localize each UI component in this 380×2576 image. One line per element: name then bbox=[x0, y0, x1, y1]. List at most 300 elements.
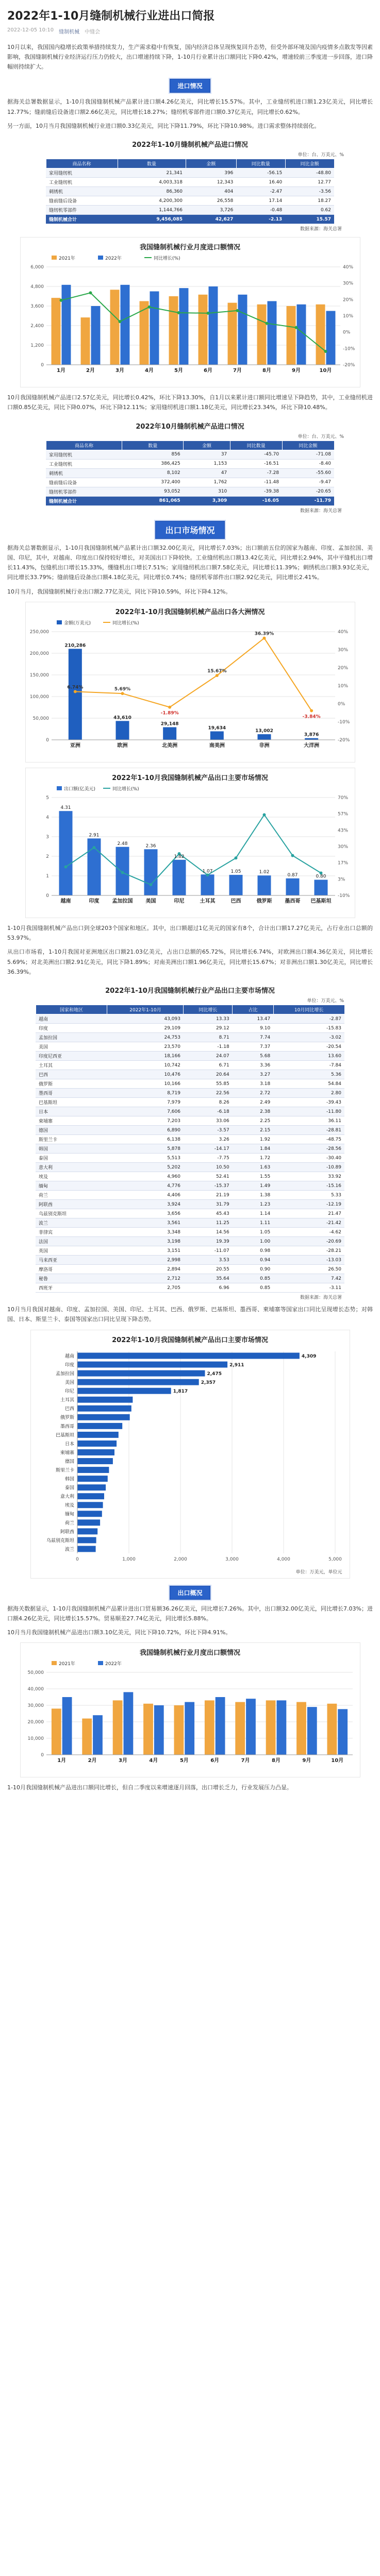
y-tick-label: 波兰 bbox=[64, 1547, 74, 1552]
table-cell: 埃及 bbox=[36, 1172, 107, 1181]
data-label: 1.07 bbox=[202, 869, 213, 874]
section-exports-label: 出口市场情况 bbox=[155, 521, 224, 539]
table-cell: -3.02 bbox=[273, 1033, 344, 1042]
bar bbox=[115, 721, 129, 740]
bar bbox=[68, 649, 81, 740]
table-cell: -39.43 bbox=[273, 1098, 344, 1107]
y2-tick-label: 30% bbox=[337, 647, 348, 653]
x-tick-label: 3月 bbox=[118, 1758, 127, 1764]
bar bbox=[267, 301, 276, 365]
table-cell: 35.64 bbox=[184, 1274, 233, 1283]
x-tick-label: 1,000 bbox=[122, 1556, 136, 1562]
table-cell: 3,924 bbox=[107, 1200, 184, 1209]
table-cell: 马来西亚 bbox=[36, 1256, 107, 1265]
y-tick-label: 40,000 bbox=[27, 1687, 44, 1692]
table-cell: -71.08 bbox=[282, 450, 334, 459]
x-tick-label: 5月 bbox=[174, 368, 183, 374]
growth-point bbox=[89, 291, 92, 294]
table-cell: -3.57 bbox=[184, 1126, 233, 1135]
table-cell: 10.50 bbox=[184, 1163, 233, 1172]
data-label: 3,876 bbox=[304, 732, 319, 738]
column-header: 2022年1-10月 bbox=[107, 1005, 184, 1014]
table-cell: -2.13 bbox=[236, 215, 285, 224]
table-cell: -28.81 bbox=[273, 1126, 344, 1135]
table-cell: 0.85 bbox=[233, 1274, 273, 1283]
bar bbox=[77, 1422, 122, 1429]
growth-label: 15.67% bbox=[207, 668, 227, 674]
table-cell: 5,513 bbox=[107, 1154, 184, 1163]
table-cell: -2.47 bbox=[236, 187, 285, 196]
bar bbox=[314, 879, 327, 895]
table-row bbox=[46, 478, 334, 487]
growth-point bbox=[265, 322, 268, 325]
table-cell: 3,348 bbox=[107, 1228, 184, 1237]
table-cell: 5,878 bbox=[107, 1144, 184, 1154]
table-cell: 1.05 bbox=[233, 1228, 273, 1237]
growth-point bbox=[262, 813, 266, 816]
table-cell: -15.83 bbox=[273, 1024, 344, 1033]
table-row bbox=[36, 1024, 344, 1033]
x-tick-label: 北美洲 bbox=[161, 742, 177, 749]
legend-label: 2022年 bbox=[105, 256, 122, 262]
bar bbox=[77, 1528, 97, 1534]
bar bbox=[77, 1476, 108, 1482]
growth-point bbox=[324, 350, 327, 353]
table-row bbox=[36, 1079, 344, 1089]
table-cell: 缝制机械合计 bbox=[46, 215, 118, 224]
y-tick-label: 印尼 bbox=[64, 1388, 74, 1394]
growth-point bbox=[147, 306, 151, 309]
y2-tick-label: -20% bbox=[337, 737, 350, 743]
section-exports bbox=[7, 521, 373, 539]
table-cell: 缝纫机零部件 bbox=[46, 487, 122, 496]
table-cell: 缝制机械合计 bbox=[46, 496, 122, 505]
y-tick-label: 0 bbox=[45, 893, 49, 899]
y2-tick-label: 10% bbox=[342, 314, 353, 319]
bar bbox=[316, 304, 325, 365]
data-label: 2,911 bbox=[229, 1362, 244, 1368]
table-cell: 13.60 bbox=[273, 1052, 344, 1061]
chart3-svg bbox=[26, 782, 356, 916]
legend-label: 同比增长(%) bbox=[153, 256, 180, 262]
table-header-row bbox=[46, 440, 334, 450]
industry-paragraph-3: 1-10月我国缝制机械产品进出口额同比增长，但自二季度以来增速逐月回落，出口增长乏力，行业发展压力凸显。 bbox=[7, 1784, 292, 1791]
table2-unit: 单位：台、万美元、% bbox=[298, 434, 344, 439]
table2-title: 2022年10月缝制机械产品进口情况 bbox=[136, 422, 244, 431]
legend-label: 出口额(亿美元) bbox=[63, 786, 95, 792]
table-cell: 刺绣机 bbox=[46, 468, 122, 478]
bar bbox=[59, 811, 72, 895]
bar bbox=[208, 286, 218, 365]
table-cell: 386,425 bbox=[122, 459, 184, 468]
column-header: 数量 bbox=[122, 440, 184, 450]
y-tick-label: 5 bbox=[45, 795, 49, 801]
table-cell: 波兰 bbox=[36, 1218, 107, 1228]
table-cell: -9.47 bbox=[282, 478, 334, 487]
table-cell: -20.69 bbox=[273, 1237, 344, 1246]
table-cell: -16.51 bbox=[230, 459, 282, 468]
table-row bbox=[46, 487, 334, 496]
table-cell: 10,742 bbox=[107, 1061, 184, 1070]
table-row bbox=[36, 1098, 344, 1107]
bar bbox=[77, 1449, 114, 1455]
growth-point bbox=[92, 846, 95, 849]
bar bbox=[82, 1719, 92, 1755]
table-cell: 3,309 bbox=[184, 496, 230, 505]
table-cell: 英国 bbox=[36, 1246, 107, 1256]
data-label: 19,634 bbox=[207, 725, 226, 731]
table-cell: 8.26 bbox=[184, 1098, 233, 1107]
table-cell: 西班牙 bbox=[36, 1283, 107, 1293]
table3-unit: 单位：万美元、% bbox=[307, 998, 344, 1004]
bar bbox=[77, 1458, 113, 1464]
legend-swatch bbox=[57, 786, 62, 790]
x-tick-label: 非洲 bbox=[259, 742, 269, 749]
market-paragraph-3: 10月当月我国对越南、印度、孟加拉国、美国、印尼、土耳其、巴西、俄罗斯、巴基斯坦、墨西哥、柬埔寨等国家出口同比呈现增长态势；对韩国、日本、斯里兰卡、泰国等国家出口同比呈现下降态势。 bbox=[7, 1306, 373, 1323]
table-cell: 墨西哥 bbox=[36, 1089, 107, 1098]
bar bbox=[77, 1493, 104, 1499]
bar bbox=[93, 1716, 103, 1755]
table-cell: 3.53 bbox=[184, 1256, 233, 1265]
table-cell: 3.26 bbox=[184, 1135, 233, 1144]
column-header: 商品名称 bbox=[46, 159, 118, 168]
column-header: 商品名称 bbox=[46, 440, 122, 450]
table-cell: 秘鲁 bbox=[36, 1274, 107, 1283]
chart2-container bbox=[25, 602, 355, 762]
y-tick-label: 越南 bbox=[64, 1353, 74, 1359]
x-tick-label: 越南 bbox=[60, 898, 71, 904]
table-cell: 0.62 bbox=[285, 206, 334, 215]
table-cell: 0.98 bbox=[233, 1246, 273, 1256]
growth-point bbox=[206, 312, 209, 315]
table-row bbox=[36, 1172, 344, 1181]
bar bbox=[77, 1396, 133, 1402]
table-cell: 21,341 bbox=[118, 168, 186, 178]
table-cell: 1,144,766 bbox=[118, 206, 186, 215]
table-cell: 86,360 bbox=[118, 187, 186, 196]
table-cell: 3.27 bbox=[233, 1070, 273, 1079]
table-cell: 1.00 bbox=[233, 1237, 273, 1246]
table-cell: -20.65 bbox=[282, 487, 334, 496]
table-cell: 泰国 bbox=[36, 1154, 107, 1163]
y2-tick-label: 17% bbox=[337, 860, 348, 866]
y2-tick-label: 3% bbox=[337, 877, 345, 883]
bar bbox=[174, 1705, 184, 1755]
y-tick-label: 日本 bbox=[64, 1441, 74, 1447]
table-cell: 12,343 bbox=[186, 178, 236, 187]
y2-tick-label: 40% bbox=[337, 629, 348, 635]
table-cell: 10,166 bbox=[107, 1079, 184, 1089]
data-label: 0.80 bbox=[315, 874, 326, 879]
bar bbox=[210, 731, 223, 739]
table-cell: 3,198 bbox=[107, 1237, 184, 1246]
section-imports bbox=[7, 79, 373, 93]
table-cell: 2,998 bbox=[107, 1256, 184, 1265]
y2-tick-label: 30% bbox=[337, 844, 348, 850]
bar bbox=[62, 1697, 72, 1755]
growth-point bbox=[262, 636, 266, 639]
table-cell: -48.75 bbox=[273, 1135, 344, 1144]
x-tick-label: 2月 bbox=[86, 368, 95, 374]
table-cell: 1.49 bbox=[233, 1181, 273, 1191]
bar bbox=[51, 1709, 61, 1755]
y-tick-label: 200,000 bbox=[29, 651, 49, 656]
table-cell: 1.38 bbox=[233, 1191, 273, 1200]
table-cell: 37 bbox=[184, 450, 230, 459]
x-tick-label: 美国 bbox=[145, 898, 156, 904]
column-header: 数量 bbox=[118, 159, 186, 168]
bar bbox=[235, 1702, 245, 1755]
data-label: 2,475 bbox=[207, 1371, 222, 1377]
table-cell: 缝前缝后设备 bbox=[46, 478, 122, 487]
bar bbox=[201, 874, 214, 895]
table-cell: -11.80 bbox=[273, 1107, 344, 1116]
x-tick-label: 0 bbox=[75, 1556, 79, 1562]
article-title: 2022年1-10月缝制机械行业进出口简报 bbox=[7, 10, 215, 23]
chart4-note: 单位：万美元，单位元 bbox=[295, 1569, 342, 1575]
y-tick-label: 土耳其 bbox=[60, 1397, 74, 1403]
table-row bbox=[36, 1265, 344, 1274]
bar bbox=[61, 285, 71, 365]
growth-point bbox=[73, 690, 76, 693]
table-row bbox=[36, 1191, 344, 1200]
table-cell: 7.42 bbox=[273, 1274, 344, 1283]
table-cell: -20.54 bbox=[273, 1042, 344, 1052]
table-row bbox=[36, 1274, 344, 1283]
table-cell: 印度尼西亚 bbox=[36, 1052, 107, 1061]
table-cell: 26,558 bbox=[186, 196, 236, 206]
chart2-svg bbox=[26, 616, 356, 760]
y-tick-label: 缅甸 bbox=[64, 1512, 74, 1517]
table-cell: 3,151 bbox=[107, 1246, 184, 1256]
bar bbox=[77, 1432, 119, 1438]
section-imports-label: 进口情况 bbox=[170, 79, 210, 93]
bar bbox=[266, 1701, 275, 1755]
table-cell: 21.47 bbox=[273, 1209, 344, 1218]
growth-point bbox=[234, 856, 237, 859]
table-cell: 4,003,318 bbox=[118, 178, 186, 187]
bar bbox=[91, 306, 100, 365]
bar bbox=[77, 1502, 103, 1508]
y2-tick-label: -20% bbox=[342, 363, 355, 368]
table-cell: 11.25 bbox=[184, 1218, 233, 1228]
table-cell: 5,202 bbox=[107, 1163, 184, 1172]
table-cell: 家用缝纫机 bbox=[46, 450, 122, 459]
table-cell: 1,153 bbox=[184, 459, 230, 468]
x-tick-label: 印度 bbox=[89, 898, 99, 904]
bar bbox=[143, 1704, 153, 1755]
y-tick-label: 孟加拉国 bbox=[55, 1371, 74, 1377]
x-tick-label: 2,000 bbox=[173, 1556, 187, 1562]
table-cell: 47 bbox=[184, 468, 230, 478]
bar bbox=[77, 1467, 109, 1473]
table-cell: 1,762 bbox=[184, 478, 230, 487]
table-row bbox=[36, 1283, 344, 1293]
table-row bbox=[36, 1089, 344, 1098]
legend-swatch bbox=[52, 256, 57, 260]
bar bbox=[77, 1379, 199, 1385]
table-cell: -30.40 bbox=[273, 1154, 344, 1163]
x-tick-label: 10月 bbox=[331, 1758, 343, 1764]
table-row bbox=[36, 1228, 344, 1237]
table-cell: 4,200,300 bbox=[118, 196, 186, 206]
bar bbox=[276, 1701, 286, 1755]
table-row bbox=[46, 187, 334, 196]
table-cell: 缝纫机零部件 bbox=[46, 206, 118, 215]
bar bbox=[286, 306, 295, 365]
y-tick-label: 泰国 bbox=[64, 1485, 74, 1491]
table-row bbox=[36, 1107, 344, 1116]
y2-tick-label: -10% bbox=[342, 346, 355, 352]
column-header: 同比数量 bbox=[236, 159, 285, 168]
table-cell: 7,979 bbox=[107, 1098, 184, 1107]
table-cell: 8,102 bbox=[122, 468, 184, 478]
table-row bbox=[36, 1070, 344, 1079]
table-cell: 3.18 bbox=[233, 1079, 273, 1089]
chart5-svg bbox=[21, 1657, 361, 1775]
table-cell: 7.74 bbox=[233, 1033, 273, 1042]
legend-label: 2021年 bbox=[58, 256, 75, 262]
imports-paragraph-2: 另一方面，10月当月我国缝制机械行业进口额0.33亿美元，同比下降11.79%，环比下降10.98%。进口需求整体持续弱化。 bbox=[7, 122, 320, 129]
article-meta bbox=[7, 27, 373, 35]
table-cell: -16.05 bbox=[230, 496, 282, 505]
bar bbox=[150, 292, 159, 365]
table-cell: 俄罗斯 bbox=[36, 1079, 107, 1089]
column-header: 同比金额 bbox=[285, 159, 334, 168]
chart4-container bbox=[30, 1330, 350, 1579]
column-header: 国家和地区 bbox=[36, 1005, 107, 1014]
bar bbox=[77, 1387, 171, 1394]
table-cell: 斯里兰卡 bbox=[36, 1135, 107, 1144]
table-cell: 24.07 bbox=[184, 1052, 233, 1061]
y-tick-label: 4,800 bbox=[30, 284, 44, 290]
table-cell: 19.39 bbox=[184, 1237, 233, 1246]
x-tick-label: 大洋洲 bbox=[303, 742, 319, 749]
y-tick-label: 柬埔寨 bbox=[60, 1450, 74, 1456]
table-row bbox=[36, 1014, 344, 1024]
bar bbox=[246, 1699, 256, 1755]
x-tick-label: 4,000 bbox=[276, 1556, 290, 1562]
bar bbox=[257, 875, 271, 895]
x-tick-label: 墨西哥 bbox=[285, 898, 300, 904]
table-cell: 法国 bbox=[36, 1237, 107, 1246]
table-cell: 36.11 bbox=[273, 1116, 344, 1126]
x-tick-label: 土耳其 bbox=[200, 898, 215, 904]
bar bbox=[77, 1511, 102, 1517]
growth-point bbox=[236, 309, 239, 312]
legend-label: 金额(万美元) bbox=[63, 620, 91, 626]
exports-paragraph-1: 据海关总署数据显示，1-10月我国缝制机械产品累计出口额32.00亿美元，同比增长7.03%；出口额前五位的国家为越南、印度、孟加拉国、美国、印尼，其中，对越南、印度出口保持较好增长，对美国出口下降较快。工业缝纫机出口额13.42亿美元，同比增长2.94%，其中平缝机出口增长11.43%，包缝机出口增长15.33%，绷缝机出口增长7.51%；家用缝纫机出口额7.58亿美元，同比增长11.39%；刺绣机出口额3.93亿美元，同比增长33.79%；缝前缝后设备出口额4.18亿美元，同比增长0.74%；缝纫机零部件出口额2.92亿美元，同比增长2.41%。 bbox=[7, 544, 373, 581]
bar bbox=[185, 1702, 194, 1755]
table-cell: 13.33 bbox=[184, 1014, 233, 1024]
bar bbox=[204, 1701, 214, 1755]
bar bbox=[286, 878, 299, 895]
table-cell: 54.84 bbox=[273, 1079, 344, 1089]
market-paragraph-1: 1-10月我国缝制机械产品出口到全球203个国家和地区。其中，出口额超过1亿美元的国家有8个，合计出口额17.27亿美元，占行业出口总额的53.97%。 bbox=[7, 924, 373, 942]
bar bbox=[77, 1405, 131, 1411]
y-tick-label: 0 bbox=[40, 363, 44, 368]
y-tick-label: 乌兹别克斯坦 bbox=[46, 1538, 74, 1544]
exports-paragraph-2: 10月当月，我国缝制机械行业出口额2.77亿美元，同比下降10.59%，环比下降4.12%。 bbox=[7, 588, 232, 595]
y-tick-label: 意大利 bbox=[60, 1494, 74, 1500]
table-cell: 2.80 bbox=[273, 1089, 344, 1098]
x-tick-label: 6月 bbox=[203, 368, 212, 374]
table-cell: -12.19 bbox=[273, 1200, 344, 1209]
y2-tick-label: -10% bbox=[337, 893, 350, 899]
table-row bbox=[36, 1209, 344, 1218]
table-cell: 14.56 bbox=[184, 1228, 233, 1237]
table-row bbox=[36, 1163, 344, 1172]
table-cell: 6.71 bbox=[184, 1061, 233, 1070]
table-cell: 15.57 bbox=[285, 215, 334, 224]
bar bbox=[77, 1370, 205, 1376]
bar bbox=[163, 727, 176, 739]
table-cell: 310 bbox=[184, 487, 230, 496]
x-tick-label: 南美洲 bbox=[209, 742, 225, 749]
y2-tick-label: 10% bbox=[337, 683, 348, 689]
table-cell: 29.12 bbox=[184, 1024, 233, 1033]
table-cell: 3.36 bbox=[233, 1061, 273, 1070]
table-row bbox=[46, 468, 334, 478]
table-cell: -4.62 bbox=[273, 1228, 344, 1237]
source-link[interactable]: 缝制机械 bbox=[59, 29, 80, 35]
publish-date: 2022-12-05 10:10 bbox=[7, 27, 54, 33]
table-cell: 工业缝纫机 bbox=[46, 459, 122, 468]
legend-label: 同比增长(%) bbox=[112, 786, 139, 792]
table-cell: 摩洛哥 bbox=[36, 1265, 107, 1274]
growth-point bbox=[121, 871, 124, 874]
table-row bbox=[36, 1052, 344, 1061]
table-row bbox=[36, 1144, 344, 1154]
bar bbox=[77, 1537, 96, 1543]
x-tick-label: 4月 bbox=[144, 368, 154, 374]
y-tick-label: 韩国 bbox=[64, 1477, 74, 1482]
table-header-row bbox=[36, 1005, 344, 1014]
table-cell: 刺绣机 bbox=[46, 187, 118, 196]
industry-paragraph-1: 据海关数据显示，1-10月我国缝制机械产品累计进出口贸易额36.26亿美元，同比增长7.26%。其中，出口额32.00亿美元，同比增长7.03%；进口额4.26亿美元，同比增长15.57%。贸易顺差27.74亿美元，同比增长5.88%。 bbox=[7, 1605, 373, 1622]
section-industry-label: 出口概况 bbox=[170, 1586, 210, 1600]
table-cell: -7.28 bbox=[230, 468, 282, 478]
table-cell: 1.23 bbox=[233, 1200, 273, 1209]
table-row bbox=[46, 178, 334, 187]
table-cell: 2,712 bbox=[107, 1274, 184, 1283]
table1-note: 数据来源：海关总署 bbox=[300, 227, 342, 232]
growth-point bbox=[121, 692, 124, 695]
bar bbox=[338, 1709, 348, 1755]
table-cell: -56.15 bbox=[236, 168, 285, 178]
table-cell: 2,705 bbox=[107, 1283, 184, 1293]
table-row bbox=[46, 459, 334, 468]
table-cell: 2.38 bbox=[233, 1107, 273, 1116]
table-cell: 韩国 bbox=[36, 1144, 107, 1154]
table-cell: -11.07 bbox=[184, 1246, 233, 1256]
y-tick-label: 100,000 bbox=[29, 694, 49, 700]
y-tick-label: 10,000 bbox=[27, 1736, 44, 1742]
table-cell: 3,561 bbox=[107, 1218, 184, 1228]
table-cell: 巴基斯坦 bbox=[36, 1098, 107, 1107]
table-cell: 9.10 bbox=[233, 1024, 273, 1033]
column-header: 10月同比增长 bbox=[273, 1005, 344, 1014]
table-cell: 7.37 bbox=[233, 1042, 273, 1052]
table-cell: -14.17 bbox=[184, 1144, 233, 1154]
growth-label: 5.69% bbox=[114, 686, 130, 692]
table-row bbox=[46, 450, 334, 459]
table-cell: 土耳其 bbox=[36, 1061, 107, 1070]
y2-tick-label: 20% bbox=[342, 297, 353, 303]
x-tick-label: 3月 bbox=[115, 368, 124, 374]
legend-label: 同比增长(%) bbox=[112, 620, 139, 626]
data-label: 4,309 bbox=[301, 1353, 316, 1359]
